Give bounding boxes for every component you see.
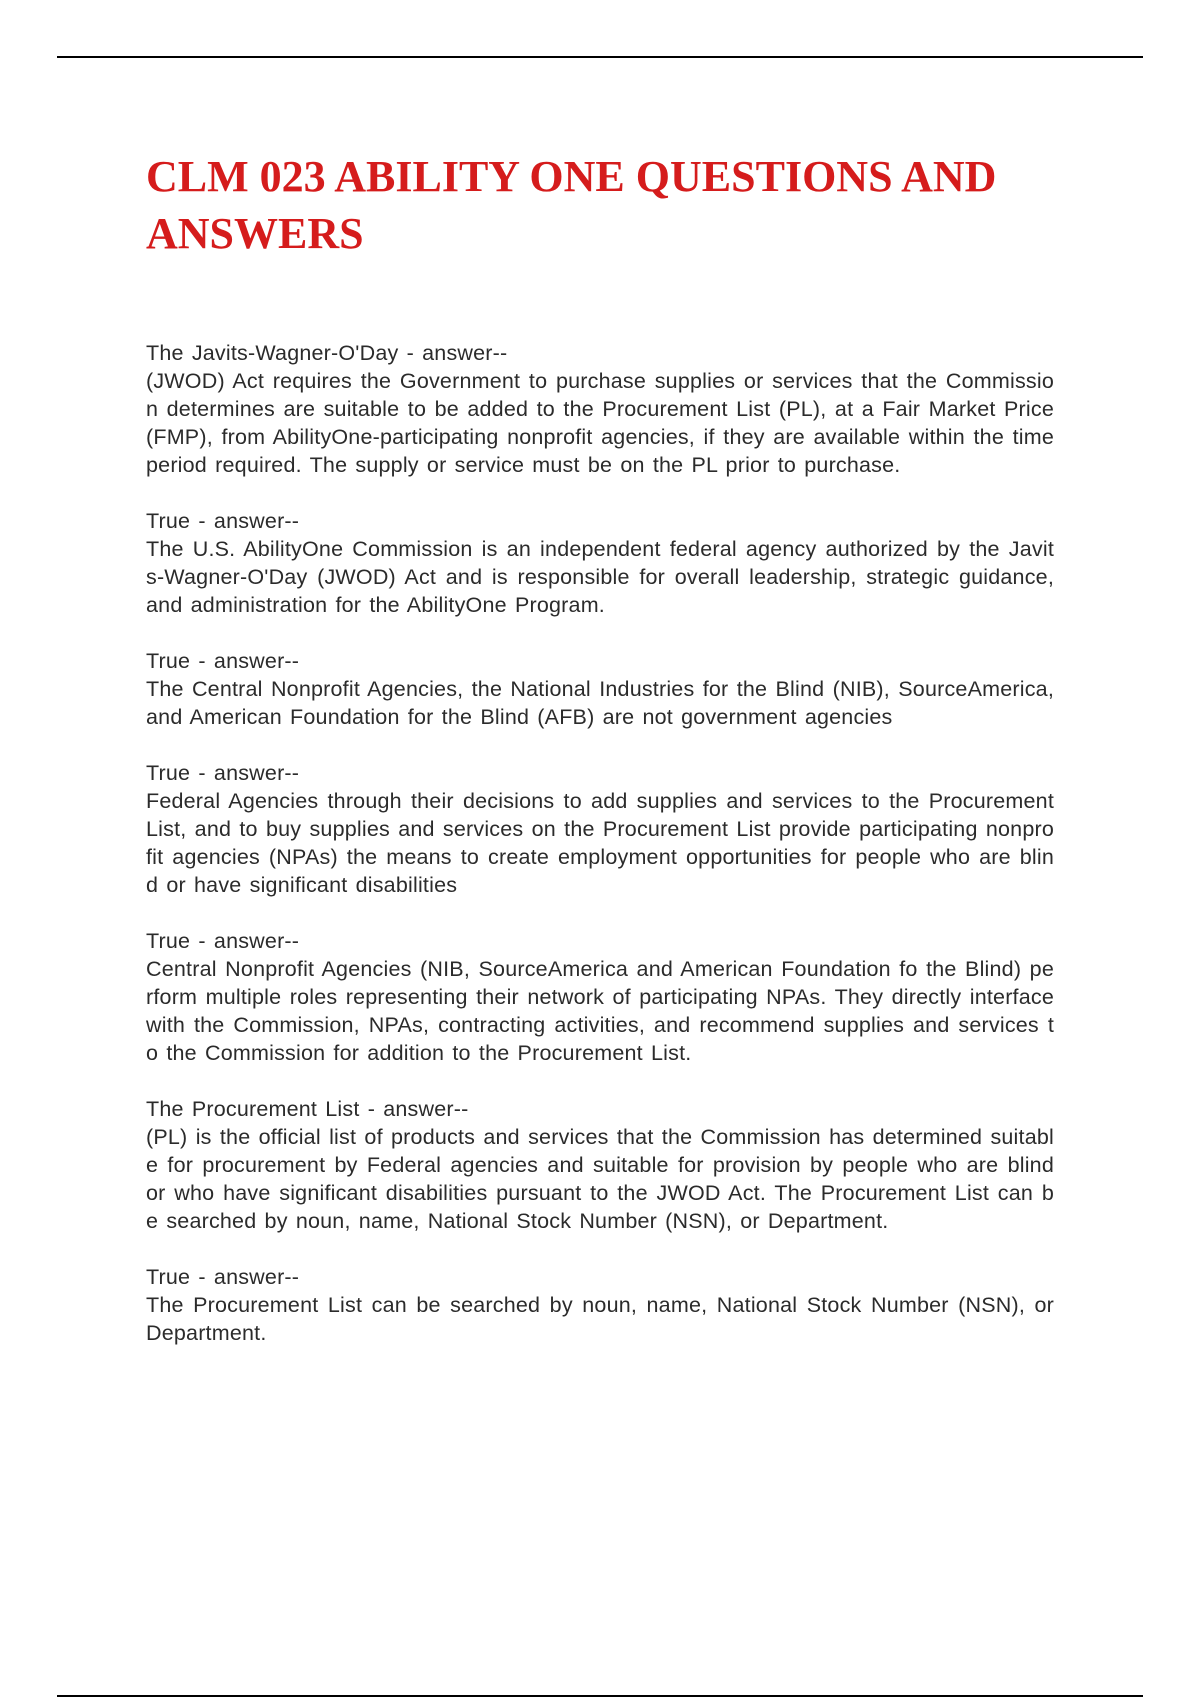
question-text: True - answer--	[146, 509, 300, 533]
top-rule	[57, 56, 1143, 58]
qa-entry	[146, 647, 1054, 731]
answer-text: (PL) is the official list of products and services that the Commission has determined suitable for procurement by Federal agencies and suitable for provision by people who are blind or who have significant disabilities pursuant to the JWOD Act. The Procurement List can be searched by noun, name, National Stock Number (NSN), or Department.	[146, 1125, 1054, 1233]
qa-entry	[146, 1095, 1054, 1235]
qa-entry	[146, 759, 1054, 899]
qa-entry	[146, 507, 1054, 619]
question-text: The Javits-Wagner-O'Day - answer--	[146, 341, 508, 365]
qa-entry	[146, 1263, 1054, 1347]
answer-text: The Central Nonprofit Agencies, the National Industries for the Blind (NIB), SourceAmerica, and American Foundation for the Blind (AFB) are not government agencies	[146, 677, 1054, 729]
answer-text: The U.S. AbilityOne Commission is an independent federal agency authorized by the Javits-Wagner-O'Day (JWOD) Act and is responsible for overall leadership, strategic guidance, and administration for the AbilityOne Program.	[146, 537, 1054, 617]
question-text: The Procurement List - answer--	[146, 1097, 469, 1121]
answer-text: (JWOD) Act requires the Government to purchase supplies or services that the Commission determines are suitable to be added to the Procurement List (PL), at a Fair Market Price (FMP), from AbilityOne-participating nonprofit agencies, if they are available within the time period required. The supply or service must be on the PL prior to purchase.	[146, 369, 1054, 477]
bottom-rule	[57, 1695, 1143, 1697]
qa-entry	[146, 927, 1054, 1067]
qa-entry	[146, 339, 1054, 479]
question-text: True - answer--	[146, 761, 300, 785]
document-title: CLM 023 ABILITY ONE QUESTIONS AND ANSWERS	[146, 152, 997, 258]
question-text: True - answer--	[146, 1265, 300, 1289]
qa-list	[146, 339, 1054, 1375]
answer-text: Central Nonprofit Agencies (NIB, SourceAmerica and American Foundation fo the Blind) perform multiple roles representing their network of participating NPAs. They directly interface with the Commission, NPAs, contracting activities, and recommend supplies and services to the Commission for addition to the Procurement List.	[146, 957, 1054, 1065]
answer-text: The Procurement List can be searched by noun, name, National Stock Number (NSN), or Department.	[146, 1293, 1054, 1345]
answer-text: Federal Agencies through their decisions to add supplies and services to the Procurement List, and to buy supplies and services on the Procurement List provide participating nonprofit agencies (NPAs) the means to create employment opportunities for people who are blind or have significant disabilities	[146, 789, 1054, 897]
question-text: True - answer--	[146, 649, 300, 673]
question-text: True - answer--	[146, 929, 300, 953]
